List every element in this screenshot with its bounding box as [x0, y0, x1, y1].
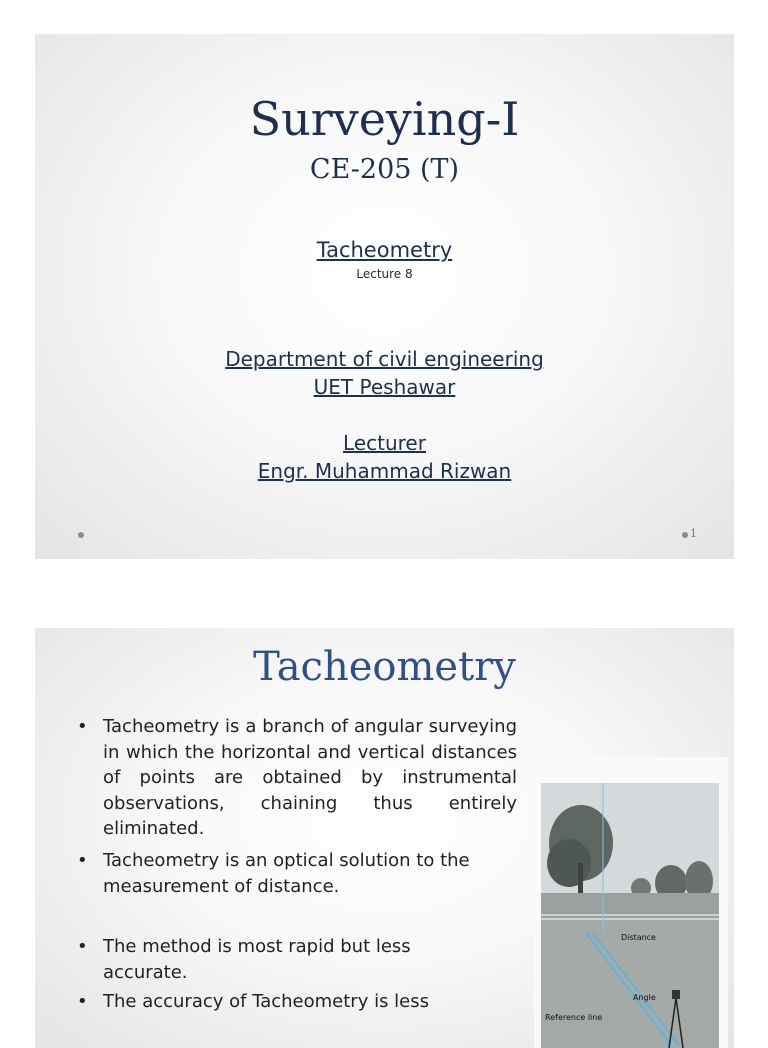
footer-right-dot [682, 532, 688, 538]
bullet-item: • The method is most rapid but less accurate. [77, 936, 411, 983]
slide-number: 1 [690, 527, 697, 540]
lecture-label: Lecture 8 [356, 267, 413, 281]
angle-label: Angle [633, 993, 656, 1002]
footer-left-dot [78, 532, 84, 538]
course-code: CE-205 (T) [309, 154, 460, 185]
reference-line-label: Reference line [545, 1013, 603, 1022]
lecturer-name: Engr. Muhammad Rizwan [257, 459, 512, 483]
field-scene-image [541, 783, 719, 1048]
department-text: Department of civil engineering [225, 347, 544, 371]
bullet-list [77, 714, 517, 842]
slide-title: Tacheometry [253, 644, 516, 690]
content-slide [35, 628, 734, 1048]
bullet-list [77, 934, 477, 985]
bullet-list [77, 848, 477, 899]
title-slide [35, 34, 734, 559]
bullet-list [77, 989, 497, 1015]
bullet-item: • The accuracy of Tacheometry is less [77, 991, 430, 1012]
bullet-item: • Tacheometry is an optical solution to the measurement of distance. [77, 850, 470, 897]
bullet-item: • Tacheometry is a branch of angular surveying in which the horizontal and vertical distances of points are obtained by instrumental observations, chaining thus entirely eliminated. [77, 716, 517, 839]
university-text: UET Peshawar [313, 375, 456, 399]
slide-title: Surveying-I [249, 92, 520, 146]
tacheometry-photo [541, 783, 719, 1048]
role-text: Lecturer [343, 431, 426, 455]
topic-heading: Tacheometry [316, 238, 453, 262]
distance-label: Distance [621, 933, 656, 942]
